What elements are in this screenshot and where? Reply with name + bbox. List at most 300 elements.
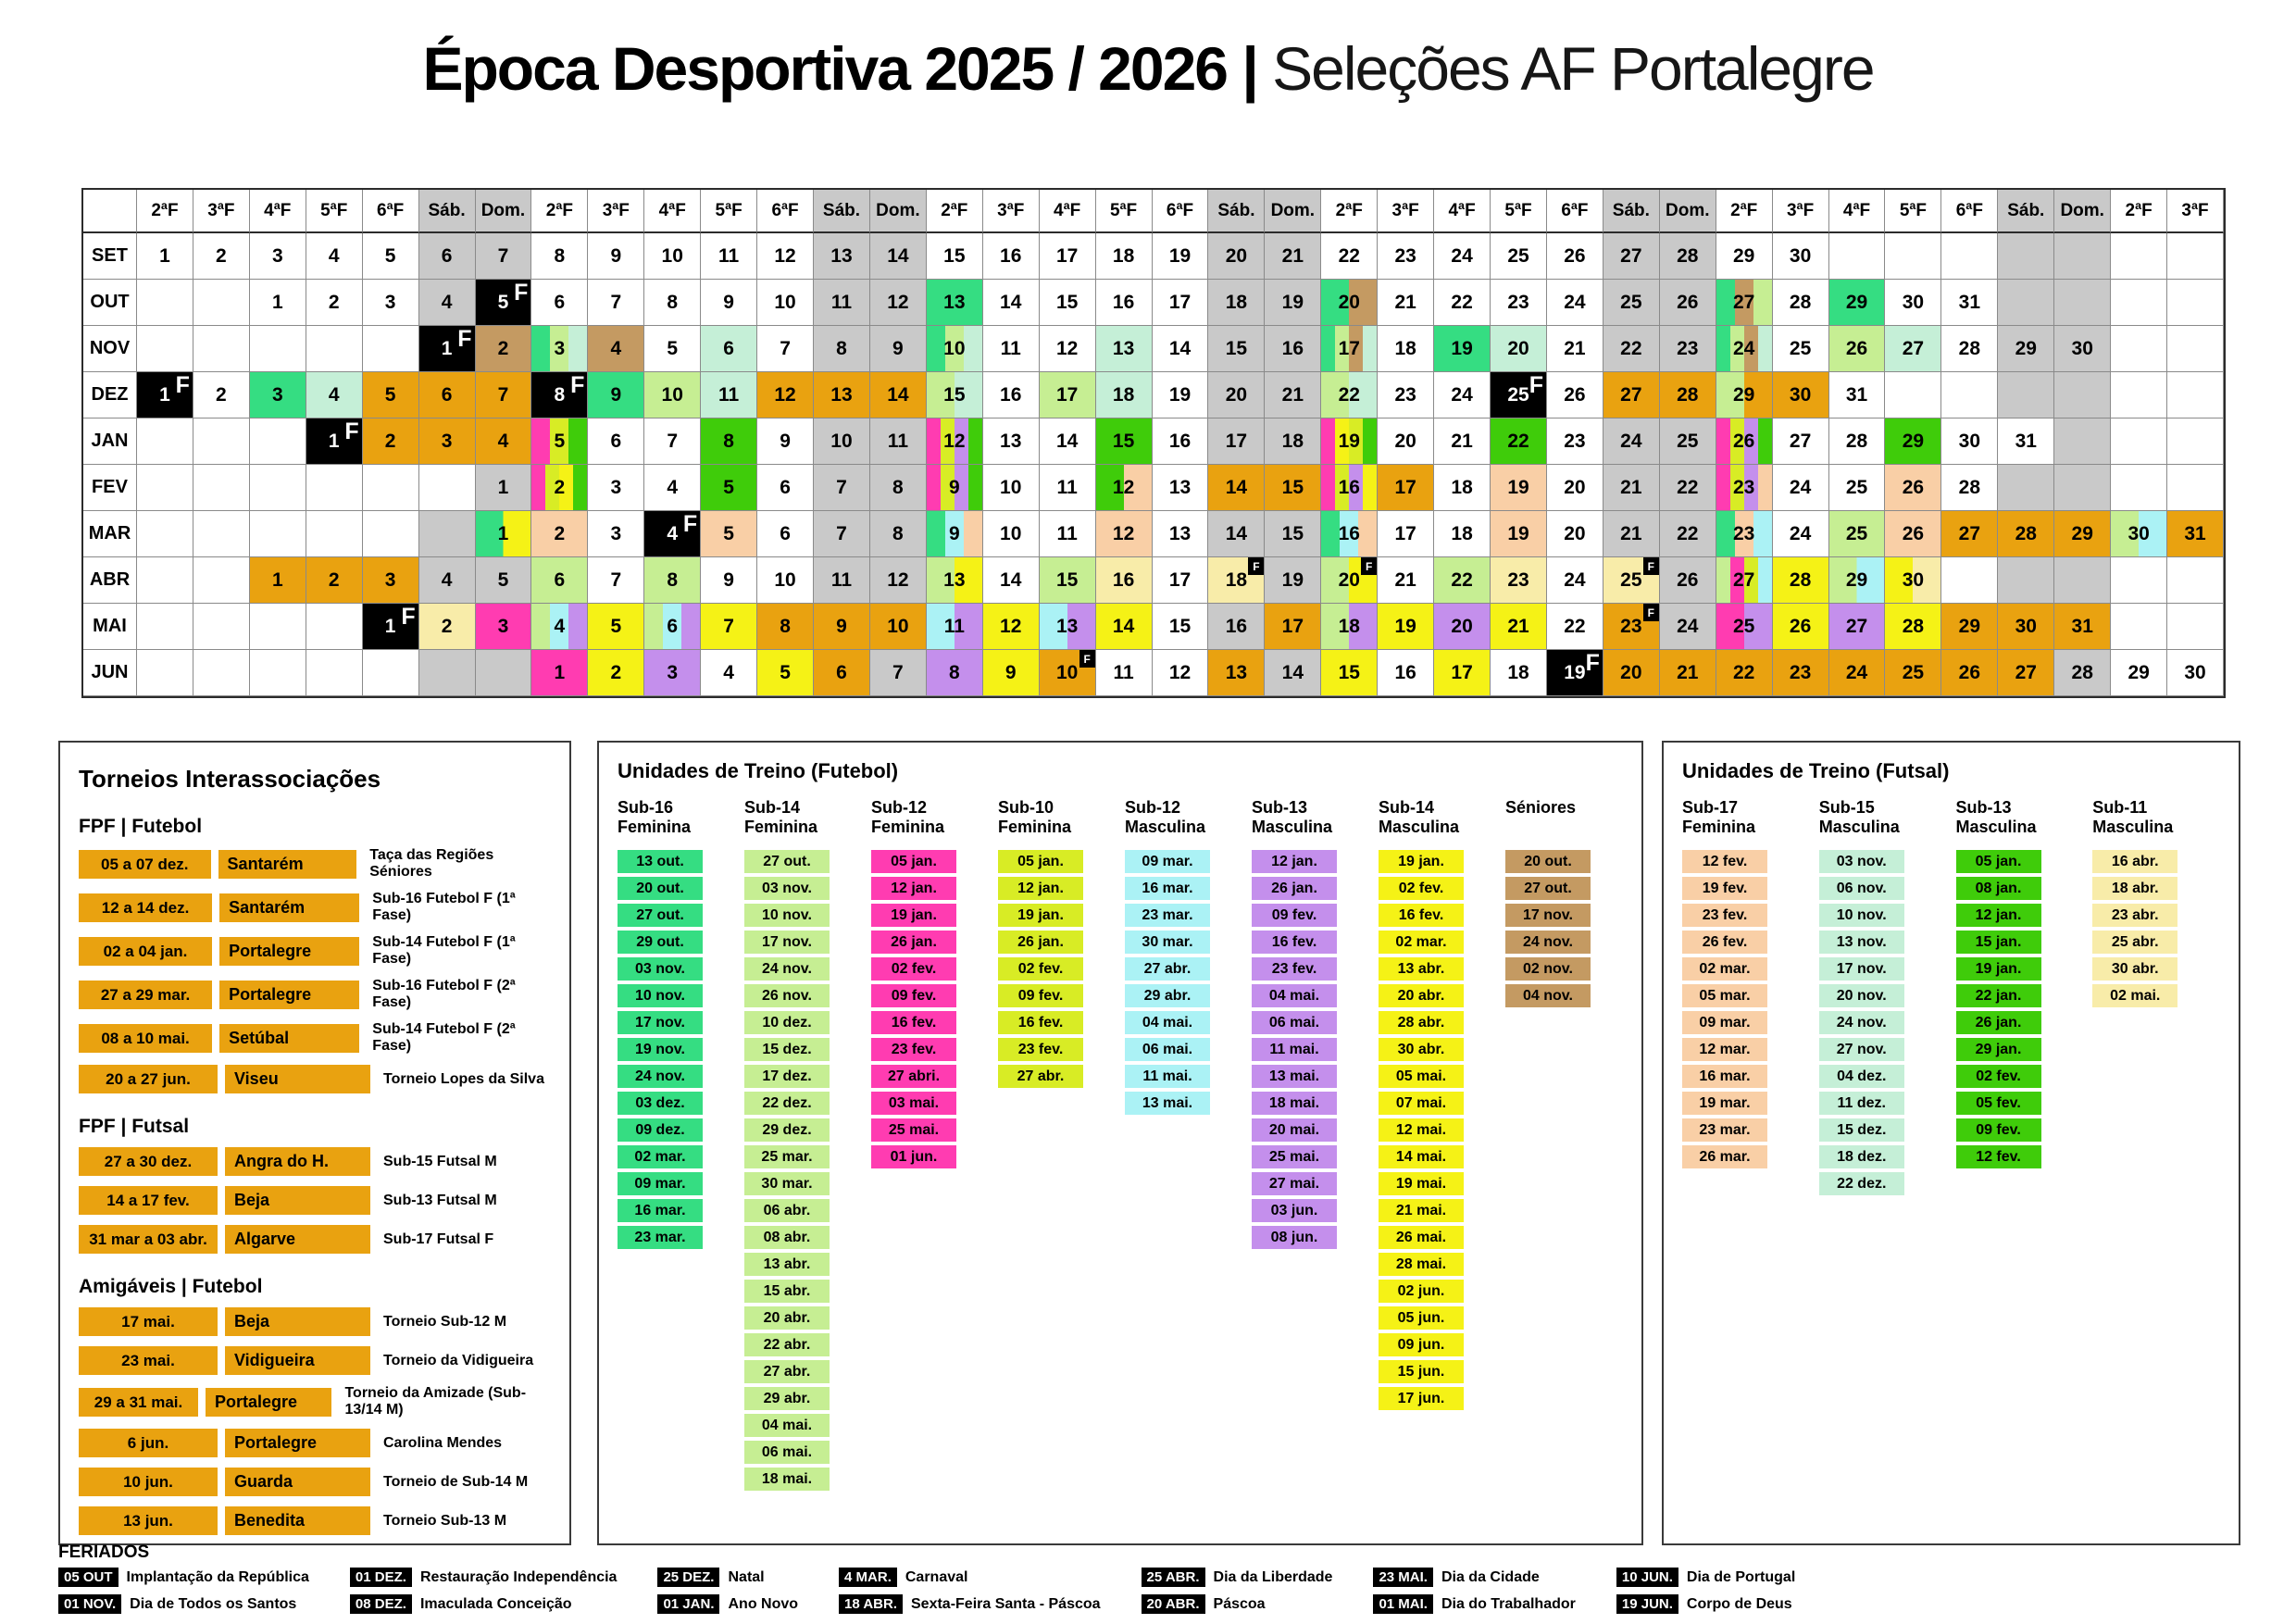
calendar-cell: 14 — [1096, 604, 1153, 650]
training-date-chip: 04 mai. — [1252, 984, 1337, 1007]
training-date-chip: 17 dez. — [744, 1065, 830, 1088]
calendar-corner-cell — [83, 190, 137, 233]
training-date-chip: 16 fev. — [998, 1011, 1083, 1034]
calendar-cell — [363, 511, 419, 557]
calendar-cell: 27 — [1603, 372, 1660, 418]
page-title — [0, 33, 2296, 104]
tournament-place-chip: Santarém — [219, 893, 359, 922]
calendar-cell: 27 — [1941, 511, 1998, 557]
training-date-chip: 09 mar. — [1682, 1011, 1767, 1034]
calendar-cell: 3 — [250, 372, 306, 418]
training-date-chip: 19 jan. — [1956, 957, 2041, 981]
calendar-cell: 21 — [1660, 650, 1716, 696]
calendar-cell: 18 — [1208, 280, 1265, 326]
holiday-item — [1373, 1568, 1575, 1587]
calendar-cell: 28 — [1660, 233, 1716, 280]
calendar-cell: 13 — [983, 418, 1040, 465]
calendar-cell: 2 — [419, 604, 476, 650]
tournament-description: Torneio Lopes da Silva — [383, 1070, 544, 1087]
calendar-cell: 4 — [306, 372, 363, 418]
holiday-item — [350, 1594, 618, 1614]
training-date-chip: 22 dez. — [744, 1092, 830, 1115]
training-date-chip: 17 nov. — [1819, 957, 1904, 981]
calendar-cell: 24 — [1773, 511, 1829, 557]
calendar-cell: 14 — [870, 233, 927, 280]
training-date-chip: 16 fev. — [1379, 904, 1464, 927]
training-date-chip: 13 abr. — [1379, 957, 1464, 981]
tournament-row — [79, 1506, 551, 1535]
training-date-chip: 10 nov. — [618, 984, 703, 1007]
training-date-chip: 08 abr. — [744, 1226, 830, 1249]
calendar-cell: 13 — [927, 280, 983, 326]
tournament-row — [79, 1186, 551, 1215]
holiday-label: Sexta-Feira Santa - Páscoa — [911, 1595, 1101, 1612]
calendar-cell: 6 — [531, 280, 588, 326]
calendar-cell — [306, 511, 363, 557]
calendar-cell: 2 — [193, 372, 250, 418]
calendar-cell: 25 F — [1603, 557, 1660, 604]
calendar-cell: 1 — [137, 233, 193, 280]
calendar-cell — [1998, 280, 2054, 326]
training-date-chip: 20 out. — [1505, 850, 1591, 873]
calendar-cell: 13 — [1096, 326, 1153, 372]
training-column-heading-line1: Sub-16 — [618, 798, 674, 817]
calendar-cell — [2167, 557, 2224, 604]
holiday-f-mark: F — [1529, 372, 1543, 398]
calendar-cell: 15 — [1153, 604, 1209, 650]
training-futebol-columns — [618, 798, 1623, 1494]
calendar-cell: 21 — [1547, 326, 1603, 372]
calendar-cell — [137, 326, 193, 372]
calendar-cell: 24 — [1660, 604, 1716, 650]
training-date-chip: 17 nov. — [744, 931, 830, 954]
training-column — [1682, 798, 1810, 1199]
calendar-cell: 7 — [588, 280, 644, 326]
training-column-heading — [744, 798, 862, 841]
calendar-cell: 23 — [1378, 372, 1434, 418]
calendar-cell: 13 — [1040, 604, 1096, 650]
calendar-cell — [363, 326, 419, 372]
tournament-date-chip: 08 a 10 mai. — [79, 1024, 212, 1053]
calendar-cell: 9 — [814, 604, 870, 650]
calendar-cell: 17 — [1321, 326, 1378, 372]
training-date-chip: 11 dez. — [1819, 1092, 1904, 1115]
calendar-cell: 20 — [1208, 233, 1265, 280]
calendar-cell: 27 — [1716, 280, 1773, 326]
tournament-place-chip: Portalegre — [219, 937, 359, 966]
calendar-cell: 18 — [1491, 650, 1547, 696]
training-date-chip: 12 jan. — [871, 877, 956, 900]
calendar-cell — [2111, 465, 2167, 511]
holiday-f-mark: F — [1248, 557, 1264, 575]
holidays-title: FERIADOS — [58, 1543, 150, 1562]
calendar-cell: 8 — [927, 650, 983, 696]
training-date-chip: 16 mar. — [618, 1199, 703, 1222]
calendar-cell: 13 — [1153, 511, 1209, 557]
training-date-chip: 29 jan. — [1956, 1038, 2041, 1061]
training-date-chip: 04 nov. — [1505, 984, 1591, 1007]
training-date-chip: 03 nov. — [1819, 850, 1904, 873]
calendar-cell: 7 — [476, 233, 532, 280]
calendar-cell: 16 — [1321, 465, 1378, 511]
training-date-chip: 09 dez. — [618, 1118, 703, 1142]
weekday-header: 4ªF — [644, 190, 701, 233]
training-date-chip: 26 fev. — [1682, 931, 1767, 954]
tournament-date-chip: 05 a 07 dez. — [79, 850, 211, 879]
month-label: FEV — [83, 465, 137, 511]
training-date-chip: 02 mai. — [2092, 984, 2177, 1007]
month-label: OUT — [83, 280, 137, 326]
calendar-cell: 1 — [476, 465, 532, 511]
holiday-date-tag: 01 JAN. — [657, 1594, 719, 1614]
training-date-chip: 24 nov. — [1505, 931, 1591, 954]
calendar-cell: 11 — [1040, 511, 1096, 557]
calendar-cell: 31 — [1941, 280, 1998, 326]
calendar-cell — [250, 650, 306, 696]
calendar-cell: 1 — [250, 280, 306, 326]
training-column-heading-line2: Masculina — [1252, 818, 1333, 836]
calendar-cell: 10 — [644, 372, 701, 418]
holiday-label: Corpo de Deus — [1686, 1595, 1792, 1612]
calendar-cell: 30 — [1941, 418, 1998, 465]
training-date-chip: 20 abr. — [1379, 984, 1464, 1007]
page-title-light: Seleções AF Portalegre — [1272, 34, 1874, 103]
calendar-cell: 9 — [701, 280, 757, 326]
training-column — [2092, 798, 2220, 1199]
calendar-cell — [306, 326, 363, 372]
calendar-cell: 4 — [701, 650, 757, 696]
holiday-label: Natal — [728, 1568, 765, 1585]
calendar-cell — [2054, 280, 2111, 326]
training-date-chip: 02 nov. — [1505, 957, 1591, 981]
training-date-chip: 18 mai. — [1252, 1092, 1337, 1115]
tournament-description: Sub-17 Futsal F — [383, 1230, 494, 1247]
training-date-chip: 09 jun. — [1379, 1333, 1464, 1356]
calendar-cell: 2 — [476, 326, 532, 372]
training-date-chip: 29 abr. — [744, 1387, 830, 1410]
tournament-description: Sub-14 Futebol F (1ª Fase) — [372, 934, 516, 967]
training-column-heading-line1: Sub-11 — [2092, 798, 2148, 817]
training-date-chip: 27 abri. — [871, 1065, 956, 1088]
calendar-cell: 21 — [1603, 511, 1660, 557]
calendar-cell: 21 — [1434, 418, 1491, 465]
weekday-header: 3ªF — [983, 190, 1040, 233]
training-column-heading — [871, 798, 989, 841]
training-date-chip: 05 fev. — [1956, 1092, 2041, 1115]
weekday-header: 2ªF — [531, 190, 588, 233]
training-date-chip: 23 abr. — [2092, 904, 2177, 927]
calendar-cell: 5 F — [476, 280, 532, 326]
calendar-cell: 20 — [1378, 418, 1434, 465]
holiday-date-tag: 23 MAI. — [1373, 1568, 1433, 1587]
weekday-header: 4ªF — [1040, 190, 1096, 233]
calendar-cell: 9 — [983, 650, 1040, 696]
calendar-cell: 21 — [1491, 604, 1547, 650]
calendar-cell — [2111, 372, 2167, 418]
calendar-cell: 14 — [1208, 465, 1265, 511]
holiday-item — [350, 1568, 618, 1587]
calendar-cell: 12 — [870, 557, 927, 604]
calendar-cell: 14 — [1208, 511, 1265, 557]
calendar-cell: 21 — [1378, 280, 1434, 326]
training-date-chip: 04 dez. — [1819, 1065, 1904, 1088]
calendar-cell: 8 — [644, 280, 701, 326]
tournament-description: Taça das Regiões Séniores — [369, 847, 494, 880]
training-column-heading-line1: Sub-12 — [871, 798, 928, 817]
calendar-cell — [2054, 557, 2111, 604]
training-date-chip: 25 mai. — [871, 1118, 956, 1142]
calendar-cell: 24 — [1829, 650, 1886, 696]
training-column — [618, 798, 735, 1494]
calendar-cell: 18 — [1096, 372, 1153, 418]
holiday-f-mark: F — [1585, 650, 1600, 676]
calendar-grid — [81, 188, 2226, 698]
calendar-cell: 30 — [2111, 511, 2167, 557]
tournament-description: Sub-13 Futsal M — [383, 1192, 497, 1208]
calendar-cell: 21 — [1603, 465, 1660, 511]
holiday-label: Imaculada Conceição — [419, 1595, 572, 1612]
training-column — [1505, 798, 1623, 1494]
training-date-chip: 15 dez. — [744, 1038, 830, 1061]
calendar-cell: 22 — [1716, 650, 1773, 696]
calendar-cell: 6 — [419, 372, 476, 418]
calendar-cell: 8 — [814, 326, 870, 372]
weekday-header: Sáb. — [1603, 190, 1660, 233]
tournament-description: Sub-15 Futsal M — [383, 1153, 497, 1169]
training-date-chip: 16 fev. — [871, 1011, 956, 1034]
training-date-chip: 02 jun. — [1379, 1280, 1464, 1303]
calendar-cell — [2167, 326, 2224, 372]
calendar-cell: 10 — [927, 326, 983, 372]
calendar-cell — [1998, 557, 2054, 604]
training-date-chip: 26 nov. — [744, 984, 830, 1007]
tournament-place-chip: Portalegre — [206, 1388, 331, 1417]
tournament-description: Torneio da Vidigueira — [383, 1352, 534, 1368]
training-column — [1252, 798, 1369, 1494]
tournament-section-heading: FPF | Futsal — [79, 1116, 190, 1137]
calendar-cell: 24 — [1716, 326, 1773, 372]
calendar-cell: 9 — [757, 418, 814, 465]
calendar-cell: 3 — [363, 557, 419, 604]
holiday-item — [839, 1568, 1101, 1587]
calendar-cell: 2 — [531, 465, 588, 511]
calendar-cell: 6 — [588, 418, 644, 465]
calendar-cell: 16 — [1153, 418, 1209, 465]
training-date-chip: 23 mar. — [1682, 1118, 1767, 1142]
weekday-header: 3ªF — [1773, 190, 1829, 233]
holiday-f-mark: F — [1643, 604, 1659, 621]
training-date-chip: 27 out. — [1505, 877, 1591, 900]
calendar-cell: 22 — [1660, 511, 1716, 557]
calendar-cell: 17 — [1040, 233, 1096, 280]
calendar-cell — [250, 511, 306, 557]
training-date-chip: 03 nov. — [744, 877, 830, 900]
calendar-cell: 16 — [983, 372, 1040, 418]
calendar-cell: 10 — [757, 557, 814, 604]
training-date-chip: 26 jan. — [1956, 1011, 2041, 1034]
calendar-cell: 29 — [1998, 326, 2054, 372]
training-column — [744, 798, 862, 1494]
training-date-chip: 29 out. — [618, 931, 703, 954]
training-date-chip: 19 mar. — [1682, 1092, 1767, 1115]
calendar-cell: 8 — [870, 511, 927, 557]
tournament-date-chip: 31 mar a 03 abr. — [79, 1225, 218, 1254]
weekday-header: Sáb. — [419, 190, 476, 233]
training-date-chip: 23 fev. — [1682, 904, 1767, 927]
calendar-cell: 12 — [983, 604, 1040, 650]
holiday-item — [1616, 1594, 1795, 1614]
training-column — [1379, 798, 1496, 1494]
calendar-cell: 9 — [701, 557, 757, 604]
weekday-header: Dom. — [870, 190, 927, 233]
training-date-chip: 10 nov. — [1819, 904, 1904, 927]
holiday-label: Ano Novo — [728, 1595, 799, 1612]
calendar-cell: 7 — [701, 604, 757, 650]
training-date-chip: 06 abr. — [744, 1199, 830, 1222]
holiday-f-mark: F — [457, 326, 472, 352]
calendar-cell: 4 — [531, 604, 588, 650]
calendar-cell: 10 F — [1040, 650, 1096, 696]
calendar-cell: 23 — [1660, 326, 1716, 372]
tournament-place-chip: Vidigueira — [225, 1346, 370, 1375]
holiday-item — [1142, 1568, 1333, 1587]
training-date-chip: 02 mar. — [1379, 931, 1464, 954]
calendar-cell: 6 — [814, 650, 870, 696]
holiday-item — [1142, 1594, 1333, 1614]
calendar-cell: 2 — [193, 233, 250, 280]
calendar-cell: 26 — [1660, 557, 1716, 604]
calendar-cell: 29 — [1941, 604, 1998, 650]
calendar-cell: 11 — [701, 233, 757, 280]
training-date-chip: 23 mar. — [618, 1226, 703, 1249]
calendar-cell: 11 — [983, 326, 1040, 372]
holiday-f-mark: F — [1079, 650, 1095, 668]
calendar-cell: 20 — [1547, 465, 1603, 511]
calendar-cell: 28 — [1773, 557, 1829, 604]
calendar-cell: 15 — [1265, 511, 1321, 557]
weekday-header: 3ªF — [1378, 190, 1434, 233]
training-date-chip: 24 nov. — [618, 1065, 703, 1088]
training-date-chip: 04 mai. — [744, 1414, 830, 1437]
training-column-heading-line2: Feminina — [744, 818, 818, 836]
calendar-cell: 7 — [644, 418, 701, 465]
training-column-heading-line1: Sub-14 — [1379, 798, 1435, 817]
calendar-cell — [1941, 233, 1998, 280]
training-date-chip: 03 mai. — [871, 1092, 956, 1115]
tournament-place-chip: Algarve — [225, 1225, 370, 1254]
training-date-chip: 09 fev. — [871, 984, 956, 1007]
tournament-description: Torneio Sub-13 M — [383, 1512, 507, 1529]
calendar-cell: 31 — [2167, 511, 2224, 557]
calendar-cell: 7 — [588, 557, 644, 604]
calendar-cell: 8 — [531, 233, 588, 280]
training-date-chip: 30 mar. — [744, 1172, 830, 1195]
training-date-chip: 10 nov. — [744, 904, 830, 927]
calendar-cell: 30 — [1885, 280, 1941, 326]
calendar-cell: 14 — [1265, 650, 1321, 696]
calendar-cell: 27 — [1773, 418, 1829, 465]
calendar-cell: 1 F — [137, 372, 193, 418]
calendar-cell — [250, 326, 306, 372]
calendar-cell — [250, 465, 306, 511]
calendar-cell — [137, 418, 193, 465]
training-date-chip: 02 fev. — [1956, 1065, 2041, 1088]
training-date-chip: 05 jan. — [871, 850, 956, 873]
weekday-header: 2ªF — [1716, 190, 1773, 233]
calendar-cell: 22 — [1434, 557, 1491, 604]
holiday-date-tag: 08 DEZ. — [350, 1594, 412, 1614]
training-date-chip: 05 jan. — [998, 850, 1083, 873]
holiday-date-tag: 18 ABR. — [839, 1594, 903, 1614]
calendar-cell: 8 — [757, 604, 814, 650]
tournament-row — [79, 1021, 551, 1055]
month-label: NOV — [83, 326, 137, 372]
training-futsal-box — [1662, 741, 2240, 1545]
weekday-header: 2ªF — [137, 190, 193, 233]
calendar-cell — [193, 604, 250, 650]
calendar-cell: 22 — [1547, 604, 1603, 650]
calendar-cell: 9 — [927, 511, 983, 557]
tournament-row — [79, 1307, 551, 1336]
calendar-cell: 8 — [701, 418, 757, 465]
calendar-cell — [2111, 604, 2167, 650]
training-date-chip: 06 mai. — [1125, 1038, 1210, 1061]
weekday-header: 5ªF — [1885, 190, 1941, 233]
calendar-cell: 6 — [757, 511, 814, 557]
training-date-chip: 13 abr. — [744, 1253, 830, 1276]
training-futsal-columns — [1682, 798, 2220, 1199]
calendar-cell — [363, 465, 419, 511]
calendar-cell: 25 — [1660, 418, 1716, 465]
calendar-cell: 30 — [1998, 604, 2054, 650]
training-date-chip: 18 dez. — [1819, 1145, 1904, 1168]
holiday-date-tag: 4 MAR. — [839, 1568, 897, 1587]
calendar-cell: 28 — [1773, 280, 1829, 326]
calendar-cell: 29 — [1829, 280, 1886, 326]
calendar-cell: 10 — [757, 280, 814, 326]
calendar-cell — [2111, 418, 2167, 465]
holiday-f-mark: F — [682, 511, 698, 537]
holiday-date-tag: 10 JUN. — [1616, 1568, 1678, 1587]
calendar-cell: 2 — [531, 511, 588, 557]
calendar-cell: 5 — [757, 650, 814, 696]
calendar-cell — [306, 465, 363, 511]
calendar-cell: 16 — [1378, 650, 1434, 696]
tournament-date-chip: 13 jun. — [79, 1506, 218, 1535]
training-column-heading — [1125, 798, 1242, 841]
training-column-heading-line1: Sub-15 — [1818, 798, 1875, 817]
calendar-cell — [2111, 326, 2167, 372]
training-column — [1125, 798, 1242, 1494]
calendar-cell: 24 — [1434, 233, 1491, 280]
calendar-cell: 13 — [814, 372, 870, 418]
calendar-cell — [2167, 465, 2224, 511]
holiday-item — [58, 1568, 309, 1587]
calendar-cell: 12 — [1096, 465, 1153, 511]
calendar-cell: 1 F — [363, 604, 419, 650]
calendar-cell: 13 — [927, 557, 983, 604]
tournament-row — [79, 1147, 551, 1176]
calendar-cell: 15 — [1208, 326, 1265, 372]
calendar-cell — [419, 465, 476, 511]
calendar-cell — [2111, 557, 2167, 604]
holiday-f-mark: F — [175, 372, 190, 398]
calendar-cell: 9 — [588, 233, 644, 280]
calendar-cell: 18 — [1434, 465, 1491, 511]
calendar-cell: 1 F — [419, 326, 476, 372]
training-date-chip: 19 fev. — [1682, 877, 1767, 900]
tournament-row — [79, 1225, 551, 1254]
